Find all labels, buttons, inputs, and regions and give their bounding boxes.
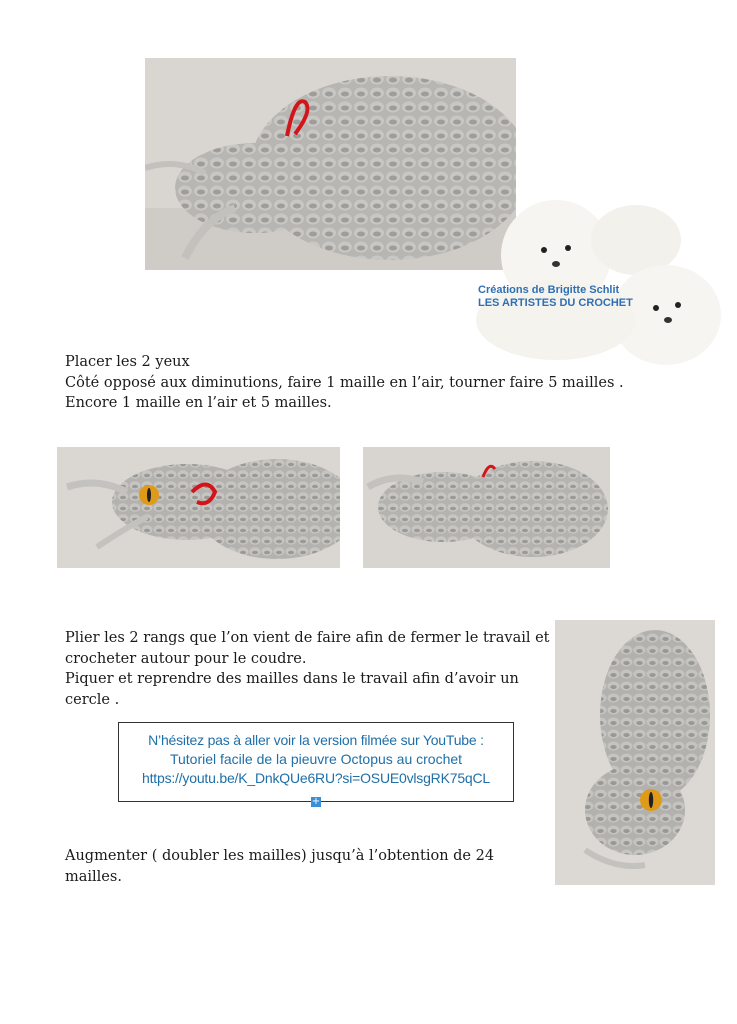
text-line: mailles. [65,868,122,885]
text-line: Côté opposé aux diminutions, faire 1 maille en l’air, tourner faire 5 mailles . [65,374,624,391]
instructions-eyes [65,352,624,414]
text-line: Augmenter ( doubler les mailles) jusqu’à l’obtention de 24 [65,848,495,864]
youtube-link[interactable]: https://youtu.be/K_DnkQUe6RU?si=OSUE0vlsgRK75qCL [142,770,490,786]
instructions-fold [65,628,550,710]
photo-crochet-with-eye [57,447,340,568]
photo-crochet-side-view [363,447,610,568]
photo-crochet-vertical [555,620,715,885]
text-line: Encore 1 maille en l’air et 5 mailles. [65,395,332,411]
text-line: cercle . [65,691,120,708]
text-line: Plier les 2 rangs que l’on vient de faire afin de fermer le travail et [65,630,550,646]
youtube-info-box [118,722,514,802]
logo-text [478,284,633,310]
youtube-video-title: Tutoriel facile de la pieuvre Octopus au crochet [169,751,463,767]
text-line: crocheter autour pour le coudre. [65,650,307,667]
plus-icon[interactable]: + [311,796,321,807]
logo-line2: LES ARTISTES DU CROCHET [478,297,633,309]
logo-line1: Créations de Brigitte Schlit [478,284,620,296]
photo-crochet-piece-top [145,58,516,270]
youtube-intro-text: N’hésitez pas à aller voir la version filmée sur YouTube : [148,732,484,748]
text-line: Placer les 2 yeux [65,354,190,370]
instructions-increase [65,846,494,887]
text-line: Piquer et reprendre des mailles dans le travail afin d’avoir un [65,671,519,687]
